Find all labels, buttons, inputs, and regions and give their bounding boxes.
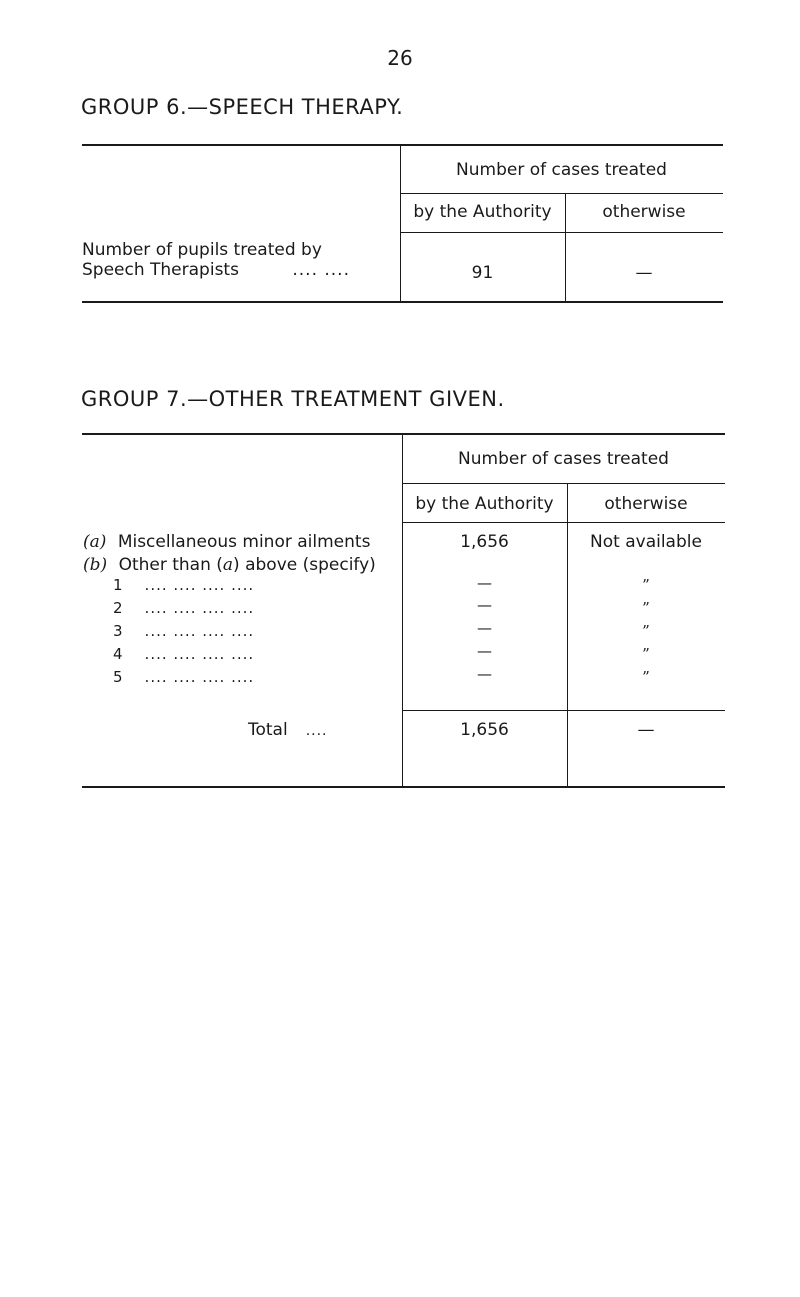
column-header-otherwise: otherwise <box>602 202 686 222</box>
row-label-text: Miscellaneous minor ailments <box>117 532 371 552</box>
table-rule <box>402 710 725 711</box>
group7-heading: GROUP 7.—OTHER TREATMENT GIVEN. <box>81 387 505 411</box>
total-otherwise: — <box>637 720 655 740</box>
cell-otherwise: ” <box>642 645 650 663</box>
list-item: 3 .... .... .... .... <box>113 622 255 640</box>
cell-otherwise: ” <box>642 622 650 640</box>
row-label <box>82 260 350 280</box>
table-rule <box>82 786 725 788</box>
cell-otherwise: Not available <box>590 532 702 552</box>
list-item: 2 .... .... .... .... <box>113 599 255 617</box>
row-label <box>83 532 370 552</box>
cell-authority: 1,656 <box>460 532 509 552</box>
total-label: Total .... <box>248 720 328 740</box>
table-rule <box>400 232 723 233</box>
list-item: 5 .... .... .... .... <box>113 668 255 686</box>
row-label: Number of pupils treated by <box>82 240 322 260</box>
table-rule <box>82 301 723 303</box>
cell-authority: 91 <box>471 263 494 283</box>
cell-authority: — <box>477 596 492 614</box>
cell-authority: — <box>477 665 492 683</box>
total-authority: 1,656 <box>460 720 509 740</box>
cell-otherwise: ” <box>642 576 650 594</box>
table-rule <box>400 193 723 194</box>
table-rule <box>402 522 725 523</box>
row-letter: (b) <box>83 555 108 575</box>
row-label-text: Other than (a) above (specify) <box>118 555 376 575</box>
table-rule <box>402 483 725 484</box>
cell-otherwise: ” <box>642 599 650 617</box>
page-number: 26 <box>387 46 413 70</box>
row-label <box>83 555 376 575</box>
row-label-text: Speech Therapists <box>82 260 239 280</box>
column-header-otherwise: otherwise <box>604 494 688 514</box>
table-rule <box>82 144 723 146</box>
list-item: 4 .... .... .... .... <box>113 645 255 663</box>
group6-heading: GROUP 6.—SPEECH THERAPY. <box>81 95 404 119</box>
leader-dots: .... .... <box>292 260 350 280</box>
row-letter: (a) <box>83 532 107 552</box>
list-item: 1 .... .... .... .... <box>113 576 255 594</box>
column-header-authority: by the Authority <box>413 202 552 222</box>
column-header-authority: by the Authority <box>415 494 554 514</box>
cell-authority: — <box>477 642 492 660</box>
cell-otherwise: ” <box>642 668 650 686</box>
cell-otherwise: — <box>635 263 653 283</box>
cell-authority: — <box>477 619 492 637</box>
table-rule <box>82 433 725 435</box>
cell-authority: — <box>477 574 492 592</box>
column-group-header: Number of cases treated <box>456 160 667 180</box>
column-group-header: Number of cases treated <box>458 449 669 469</box>
